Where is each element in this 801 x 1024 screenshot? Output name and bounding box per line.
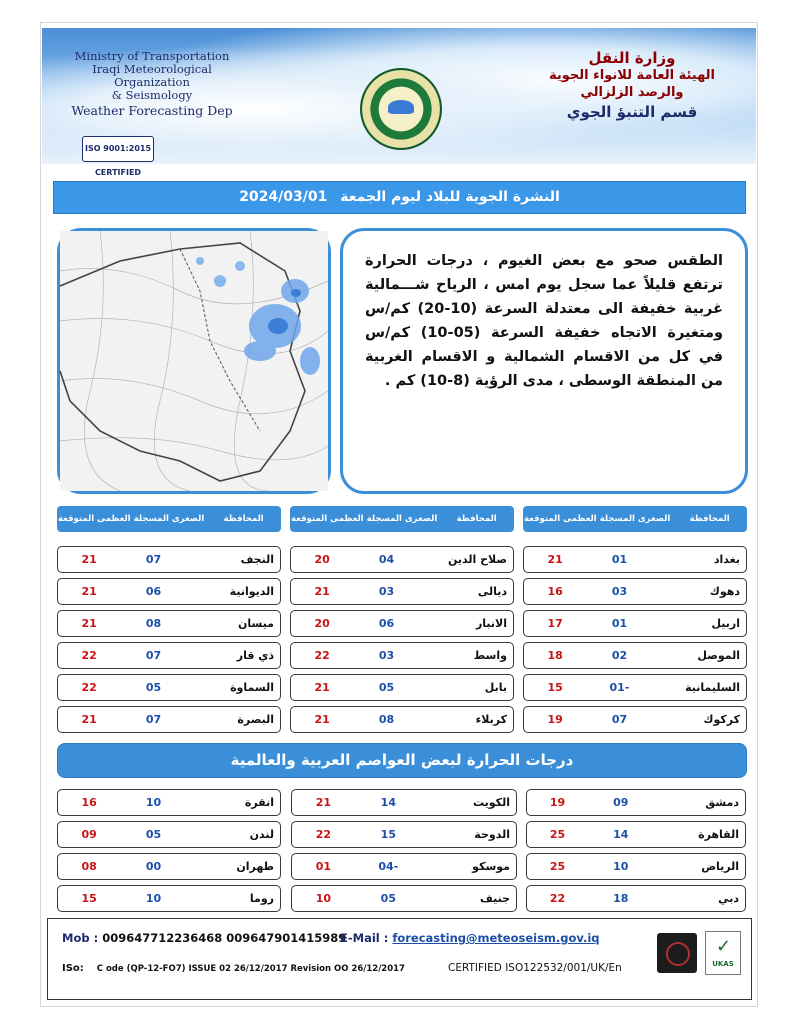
city-name: دبي: [718, 892, 739, 905]
province-name: كركوك: [703, 713, 740, 726]
province-name: بغداد: [713, 553, 740, 566]
table-row: [526, 853, 746, 880]
bulletin-title-text: النشرة الجوية للبلاد ليوم الجمعة: [340, 189, 560, 205]
table-header-1: [523, 506, 747, 532]
email-label: E-Mail :: [340, 931, 389, 945]
min-temp: 08: [378, 713, 395, 726]
max-temp: 21: [314, 681, 330, 694]
province-name: كربلاء: [475, 713, 507, 726]
city-name: الدوحة: [474, 828, 510, 841]
max-temp: 25: [549, 860, 566, 873]
min-temp: 08: [145, 617, 162, 630]
city-name: القاهرة: [698, 828, 739, 841]
max-temp: 09: [81, 828, 97, 841]
table-row: [57, 706, 281, 733]
mob-label: Mob :: [62, 931, 99, 945]
table-row: [57, 578, 281, 605]
min-temp: 06: [145, 585, 162, 598]
province-name: ديالى: [477, 585, 507, 598]
min-temp: 00: [145, 860, 162, 873]
max-temp: 21: [81, 553, 97, 566]
province-name: الموصل: [697, 649, 740, 662]
header-arabic: [532, 50, 732, 121]
max-temp: 22: [315, 828, 332, 841]
header-max: العظمى المتوقعة: [524, 514, 597, 524]
max-temp: 21: [81, 713, 97, 726]
max-temp: 10: [315, 892, 332, 905]
max-temp: 21: [314, 713, 330, 726]
footer: [47, 918, 752, 1000]
header-min: الصغرى المسجلة: [599, 514, 671, 524]
ukas-logo-icon: ✓ UKAS: [705, 931, 741, 975]
min-temp: 07: [145, 649, 162, 662]
table-row: [526, 821, 746, 848]
header-english: [62, 50, 242, 117]
header-province: المحافظة: [223, 514, 264, 524]
province-name: صلاح الدين: [447, 553, 507, 566]
max-temp: 22: [81, 649, 97, 662]
city-name: لندن: [249, 828, 274, 841]
max-temp: 22: [314, 649, 330, 662]
en-line-3: & Seismology: [111, 88, 193, 102]
province-name: واسط: [473, 649, 507, 662]
table-row: [57, 821, 281, 848]
header-province: المحافظة: [456, 514, 497, 524]
table-row: [523, 546, 747, 573]
table-row: [290, 674, 514, 701]
header-banner: [42, 28, 756, 177]
ar-line-3: والرصد الزلزالي: [580, 85, 684, 100]
min-temp: 10: [145, 892, 162, 905]
max-temp: 15: [81, 892, 97, 905]
max-temp: 21: [315, 796, 332, 809]
en-line-4: Weather Forecasting Dep: [71, 103, 233, 118]
map-icon: [60, 231, 328, 491]
en-line-1: Ministry of Transportation: [74, 49, 230, 63]
table-row: [523, 674, 747, 701]
city-name: جنيف: [479, 892, 510, 905]
province-name: النجف: [240, 553, 274, 566]
province-name: اربيل: [711, 617, 740, 630]
bulletin-date: 2024/03/01: [239, 189, 328, 205]
iso-code-value: C ode (QP-12-FO7) ISSUE 02 26/12/2017 Revision OO 26/12/2017: [96, 964, 405, 974]
max-temp: 22: [81, 681, 97, 694]
min-temp: 03: [611, 585, 628, 598]
table-header-2: [290, 506, 514, 532]
min-temp: 05: [145, 681, 162, 694]
iso-label: ISo:: [62, 963, 84, 974]
min-temp: -01: [609, 681, 630, 694]
min-temp: 05: [378, 681, 395, 694]
max-temp: 08: [81, 860, 97, 873]
max-temp: 20: [314, 553, 330, 566]
bulletin-title: [53, 181, 746, 214]
max-temp: 17: [547, 617, 563, 630]
email: [340, 931, 600, 945]
min-temp: 07: [145, 553, 162, 566]
mob-value: 009647712236468 009647901415989: [102, 931, 347, 945]
max-temp: 22: [549, 892, 566, 905]
header-max: العظمى المتوقعة: [291, 514, 364, 524]
min-temp: -04: [378, 860, 399, 873]
max-temp: 21: [314, 585, 330, 598]
certification-logo-icon: [657, 933, 697, 973]
province-name: بابل: [484, 681, 507, 694]
header-min: الصغرى المسجلة: [366, 514, 438, 524]
table-row: [290, 546, 514, 573]
min-temp: 14: [613, 828, 629, 841]
city-name: طهران: [236, 860, 274, 873]
table-row: [57, 546, 281, 573]
province-name: ذي قار: [236, 649, 274, 662]
ar-line-1: وزارة النقل: [588, 49, 676, 67]
max-temp: 01: [315, 860, 332, 873]
table-row: [57, 642, 281, 669]
iso-badge-icon: ISO 9001:2015 CERTIFIED: [82, 136, 154, 162]
capitals-title: درجات الحرارة لبعض العواصم العربية والعالمية: [57, 743, 747, 778]
min-temp: 03: [378, 649, 395, 662]
city-name: روما: [249, 892, 274, 905]
table-row: [291, 885, 517, 912]
min-temp: 05: [380, 892, 396, 905]
city-name: الكويت: [473, 796, 510, 809]
table-row: [57, 674, 281, 701]
max-temp: 21: [547, 553, 563, 566]
header-province: المحافظة: [689, 514, 730, 524]
max-temp: 16: [547, 585, 563, 598]
max-temp: 20: [314, 617, 330, 630]
table-row: [290, 610, 514, 637]
max-temp: 18: [547, 649, 563, 662]
max-temp: 21: [81, 585, 97, 598]
ar-line-4: قسم التنبؤ الجوي: [566, 103, 698, 121]
min-temp: 03: [378, 585, 395, 598]
table-row: [526, 789, 746, 816]
ar-line-2: الهيئة العامة للانواء الجوية: [549, 68, 715, 83]
city-name: الرياض: [701, 860, 739, 873]
province-name: الديوانية: [229, 585, 274, 598]
min-temp: 07: [145, 713, 162, 726]
max-temp: 21: [81, 617, 97, 630]
province-name: السماوة: [230, 681, 274, 694]
min-temp: 06: [378, 617, 395, 630]
province-name: البصرة: [237, 713, 274, 726]
min-temp: 05: [145, 828, 162, 841]
table-header-3: [57, 506, 281, 532]
max-temp: 16: [81, 796, 97, 809]
min-temp: 14: [380, 796, 396, 809]
mobile-numbers: [62, 931, 346, 945]
table-row: [57, 610, 281, 637]
header-max: العظمى المتوقعة: [58, 514, 131, 524]
min-temp: 07: [611, 713, 628, 726]
table-row: [57, 885, 281, 912]
min-temp: 15: [380, 828, 396, 841]
table-row: [290, 706, 514, 733]
city-name: دمشق: [705, 796, 739, 809]
min-temp: 18: [613, 892, 629, 905]
min-temp: 10: [145, 796, 162, 809]
en-line-2: Iraqi Meteorological Organization: [92, 62, 212, 89]
city-name: انقرة: [244, 796, 274, 809]
city-name: موسكو: [472, 860, 510, 873]
table-row: [57, 789, 281, 816]
email-link[interactable]: forecasting@meteoseism.gov.iq: [392, 931, 600, 945]
min-temp: 10: [613, 860, 629, 873]
certified-text: CERTIFIED ISO122532/001/UK/En: [448, 962, 622, 974]
table-row: [290, 642, 514, 669]
table-row: [57, 853, 281, 880]
province-name: دهوك: [709, 585, 740, 598]
table-row: [291, 853, 517, 880]
table-row: [523, 578, 747, 605]
min-temp: 02: [611, 649, 628, 662]
min-temp: 01: [611, 553, 628, 566]
max-temp: 15: [547, 681, 563, 694]
min-temp: 04: [378, 553, 395, 566]
forecast-text: الطقس صحو مع بعض الغيوم ، درجات الحرارة ترتفع قليلاً عما سجل يوم امس ، الرياح شـــمالية غربية خفيفة الى معتدلة السرعة (10-20) كم/س ومتغيرة الاتجاه خفيفة السرعة (05-10) كم/س في كل من الاقسام الشمالية و الاقسام الغربية من المنطقة الوسطى ، مدى الرؤية (8-10) كم .: [340, 228, 748, 494]
table-row: [523, 642, 747, 669]
table-row: [290, 578, 514, 605]
table-row: [291, 789, 517, 816]
min-temp: 09: [613, 796, 629, 809]
table-row: [291, 821, 517, 848]
max-temp: 19: [547, 713, 563, 726]
table-row: [523, 610, 747, 637]
max-temp: 25: [549, 828, 566, 841]
province-name: السليمانية: [685, 681, 740, 694]
max-temp: 19: [549, 796, 566, 809]
header-min: الصغرى المسجلة: [133, 514, 205, 524]
table-row: [523, 706, 747, 733]
min-temp: 01: [611, 617, 628, 630]
satellite-map: [57, 228, 331, 494]
province-name: ميسان: [237, 617, 274, 630]
meteorology-logo-icon: [360, 68, 442, 150]
province-name: الانبار: [475, 617, 507, 630]
iso-code: [62, 963, 405, 974]
table-row: [526, 885, 746, 912]
